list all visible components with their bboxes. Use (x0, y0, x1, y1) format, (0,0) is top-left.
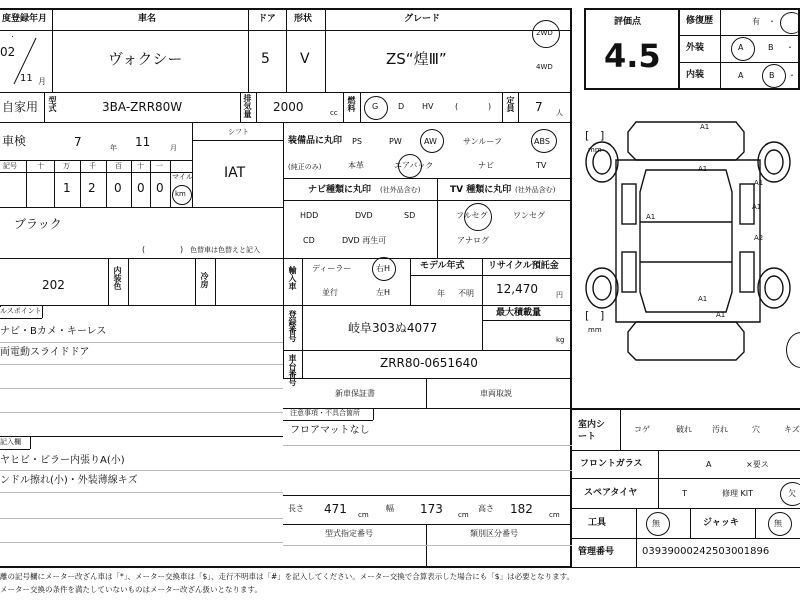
exterior-dot: ・ (786, 43, 794, 52)
navi-hdd: HDD (300, 211, 319, 220)
max-load-unit: kg (556, 336, 565, 344)
rating-label: 評価点 (614, 17, 642, 27)
navi-title: ナビ種類に丸印 (308, 185, 372, 195)
inspection-year: 7 (74, 135, 82, 149)
max-load-label: 最大積載量 (496, 308, 542, 318)
navi-cd: CD (303, 236, 315, 245)
import-left: 左H (376, 288, 391, 297)
mileage-unit-6: 一 (156, 162, 163, 170)
caution-line-1: フロアマットなし (290, 425, 370, 436)
bracket-bottom-mm: mm (588, 326, 602, 334)
warranty-label: 新車保証書 (335, 389, 375, 398)
equip-leather: 本革 (348, 161, 364, 170)
manual-label: 車両取説 (480, 389, 512, 398)
model-year-label: モデル年式 (420, 261, 465, 271)
equip-tv: TV (536, 161, 547, 170)
inspection-year-unit: 年 (110, 144, 117, 152)
mile-label: マイル (172, 173, 193, 181)
seat-tear: 破れ (676, 425, 692, 434)
seat-burn: コゲ (634, 425, 650, 434)
bracket-top-close: ] (600, 129, 605, 142)
length-unit: cm (358, 511, 369, 519)
color-paren-close: ) (180, 245, 184, 254)
windshield-label: フロントガラス (580, 459, 643, 469)
mileage-unit-5: 十 (137, 162, 144, 170)
seat-hole: 穴 (752, 425, 760, 434)
length-value: 471 (324, 502, 347, 516)
length-label: 長さ (288, 504, 304, 513)
doors-value: 5 (261, 51, 270, 67)
chassis-value: ZRR80-0651640 (380, 356, 478, 370)
diagram-mark-8: A1 (716, 311, 726, 319)
ac-label: 冷房 (200, 272, 209, 288)
tv-oneseg: ワンセグ (513, 211, 545, 220)
category-label: 類別区分番号 (470, 529, 518, 538)
interior-b: B (769, 71, 775, 80)
mileage-unit-2: 万 (63, 162, 70, 170)
mileage-digit-3: 0 (114, 181, 122, 195)
selling-points-title: ルスポイント (0, 307, 42, 315)
fuel-d: D (398, 102, 405, 111)
seat-label: 室内シート (578, 420, 606, 442)
navi-sd: SD (404, 211, 416, 220)
windshield-a: A (706, 460, 712, 469)
caution-title: 注意事項・不具合箇所 (290, 409, 360, 417)
mileage-digit-1: 1 (63, 181, 71, 195)
recycle-label: リサイクル預託金 (488, 261, 559, 271)
width-value: 173 (420, 502, 443, 516)
interior-dot: ・ (788, 71, 796, 80)
registration-label: 登録番号 (288, 310, 297, 342)
shift-label: シフト (228, 128, 249, 136)
tools-label: 工具 (588, 518, 607, 528)
spare-tire-missing: 欠 (788, 489, 796, 498)
model-year-unit: 年 (437, 289, 445, 298)
jack-value: 無 (774, 519, 782, 528)
height-label: 高さ (478, 504, 494, 513)
inspection-month: 11 (135, 135, 151, 149)
car-diagram (576, 112, 800, 402)
interior-a: A (738, 71, 744, 80)
diagram-mark-4: A1 (752, 203, 762, 211)
notes-title: 記入欄 (0, 438, 21, 446)
interior-color-label: 内装色 (113, 266, 122, 290)
diagram-mark-7: A1 (698, 295, 708, 303)
grade-label: グレード (404, 14, 441, 24)
equipment-subtitle: (純正のみ) (288, 163, 322, 171)
bracket-bottom-open: [ (585, 309, 590, 322)
diagram-mark-5: A1 (754, 179, 764, 187)
equip-aw: AW (424, 137, 437, 146)
model-year-unknown: 不明 (458, 289, 474, 298)
shape-value: V (300, 51, 310, 67)
windshield-replace: ×要ス (746, 460, 769, 469)
tv-note: (社外品含む) (515, 186, 556, 194)
registration-value: 岐阜303ぬ4077 (348, 321, 438, 335)
tv-analog: アナログ (457, 236, 489, 245)
equip-sunroof: サンルーフ (463, 137, 502, 146)
repair-dot: ・ (768, 17, 776, 26)
model-value: 3BA-ZRR80W (102, 100, 183, 114)
first-reg-label: 度登録年月 (2, 14, 48, 24)
width-unit: cm (458, 511, 469, 519)
notes-line-2: ンドル擦れ(小)・外装薄線キズ (0, 475, 138, 486)
first-reg-month: 11 (20, 73, 33, 84)
recycle-value: 12,470 (496, 282, 538, 296)
diagram-mark-3: A1 (646, 213, 656, 221)
drive-2wd: 2WD (536, 29, 553, 37)
import-dealer: ディーラー (312, 264, 352, 273)
color-note: 色替車は色替えと記入 (190, 246, 260, 254)
displacement-label: 排気量 (243, 94, 252, 118)
first-reg-year: 02 (0, 45, 16, 59)
inspection-label: 車検 (2, 134, 27, 148)
first-reg-month-unit: 月 (38, 77, 46, 86)
bracket-bottom-close: ] (600, 309, 605, 322)
navi-dvd-play: DVD 再生可 (342, 236, 387, 245)
mileage-unit-4: 百 (115, 162, 122, 170)
fuel-label: 燃料 (347, 96, 356, 112)
notes-line-1: ヤヒビ・ピラー内張りA(小) (0, 455, 125, 466)
diagram-mark-1: A1 (700, 123, 710, 131)
equip-pw: PW (389, 137, 402, 146)
capacity-value: 7 (535, 100, 543, 114)
spare-tire-t: T (682, 489, 687, 498)
mileage-unit-1: 十 (37, 162, 44, 170)
mileage-symbol-label: 記号 (3, 162, 17, 170)
doors-label: ドア (258, 14, 276, 24)
tools-value: 無 (652, 519, 660, 528)
equip-abs: ABS (534, 137, 550, 146)
grade-value: ZS“煌Ⅲ” (386, 50, 447, 68)
navi-dvd: DVD (355, 211, 373, 220)
import-label: 輸入車 (288, 266, 297, 290)
shape-label: 形状 (294, 14, 313, 24)
model-label: 型式 (48, 96, 57, 112)
type-designation-label: 型式指定番号 (325, 529, 373, 538)
selling-point-1: ナビ・Bカメ・キーレス (0, 326, 107, 337)
tv-fullseg: フルセグ (456, 211, 488, 220)
mileage-digit-2: 2 (88, 181, 96, 195)
displacement-value: 2000 (273, 100, 304, 114)
bracket-top-open: [ (585, 129, 590, 142)
car-name-label: 車名 (138, 14, 157, 24)
navi-note: (社外品含む) (380, 186, 421, 194)
fuel-g: G (372, 102, 379, 111)
inspection-month-unit: 月 (170, 144, 177, 152)
management-label: 管理番号 (578, 547, 615, 557)
bracket-top-mm: mm (588, 146, 602, 154)
diagram-mark-2: A1 (698, 165, 708, 173)
repair-none-circle (780, 12, 800, 34)
rating-value: 4.5 (604, 37, 661, 75)
equip-airbag: エアバック (394, 161, 434, 170)
height-unit: cm (549, 511, 560, 519)
seat-scratch: キズ (784, 425, 800, 434)
diagram-mark-6: A2 (754, 234, 764, 242)
footer-line-2: メーター交換の条件を満たしていないものはメーター改ざん扱いとなります。 (0, 585, 262, 594)
interior-label: 内装 (686, 70, 705, 80)
seat-stain: 汚れ (712, 425, 728, 434)
fuel-hv: HV (422, 102, 434, 111)
management-value: 03939000242503001896 (642, 546, 770, 557)
car-name: ヴォクシー (108, 50, 183, 68)
usage-value: 自家用 (2, 100, 39, 114)
mileage-unit-3: 千 (89, 162, 96, 170)
drive-4wd: 4WD (536, 63, 553, 71)
spare-tire-kit: 修理 KIT (722, 489, 754, 498)
equip-navi: ナビ (478, 161, 494, 170)
footer-line-1: 離の記号欄にメーター改ざん車は「*」、メーター交換車は「$」、走行不明車は「#」を記入してください。メーター交換で合算表示した場合にも「$」は必要となります。 (0, 572, 574, 581)
capacity-unit: 人 (556, 109, 563, 117)
displacement-unit: cc (330, 109, 338, 117)
import-right: 右H (376, 264, 391, 273)
mileage-digit-5: 0 (156, 181, 164, 195)
height-value: 182 (510, 502, 533, 516)
exterior-label: 外装 (686, 43, 705, 53)
shift-value: IAT (224, 165, 246, 181)
km-label: km (175, 190, 186, 198)
jack-label: ジャッキ (703, 518, 739, 528)
width-label: 幅 (386, 504, 394, 513)
spare-tire-label: スペアタイヤ (584, 488, 638, 498)
capacity-label: 定員 (506, 96, 515, 112)
fuel-other-open: ( (455, 102, 459, 111)
recycle-unit: 円 (556, 291, 563, 299)
color-paren-open: ( (142, 245, 146, 254)
selling-point-2: 両電動スライドドア (0, 347, 90, 358)
repair-label: 修復歴 (686, 16, 714, 26)
repair-yes: 有 (752, 17, 760, 26)
exterior-a: A (738, 43, 744, 52)
interior-code: 202 (42, 278, 65, 292)
chassis-label: 車台番号 (288, 354, 297, 386)
exterior-b: B (768, 43, 774, 52)
color-value: ブラック (14, 217, 62, 231)
tv-title: TV 種類に丸印 (450, 185, 512, 195)
fuel-other-close: ) (488, 102, 492, 111)
equipment-title: 装備品に丸印 (288, 136, 343, 146)
mileage-digit-4: 0 (137, 181, 145, 195)
equip-ps: PS (352, 137, 362, 146)
import-parallel: 並行 (322, 288, 338, 297)
